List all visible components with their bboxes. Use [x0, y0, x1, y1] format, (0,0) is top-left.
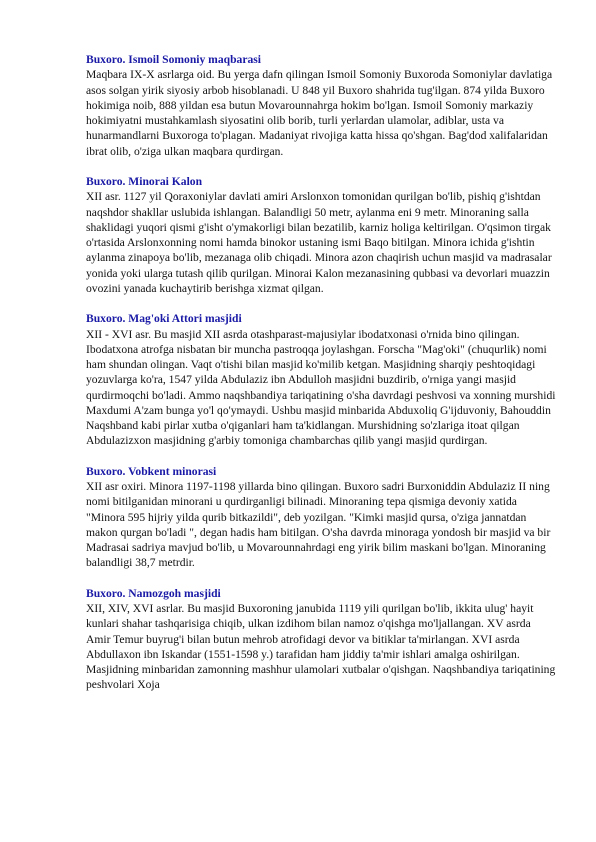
section-heading: Buxoro. Mag'oki Attori masjidi — [86, 312, 242, 326]
section-heading: Buxoro. Namozgoh masjidi — [86, 586, 221, 600]
section-paragraph: XII asr. 1127 yil Qoraxoniylar davlati amiri Arslonxon tomonidan qurilgan bo'lib, pishiq g'ishtdan naqshdor shakllar uslubida ishlangan. Balandligi 50 metr, aylanma eni 9 metr. Minoraning salla shaklidagi yuqori qismi g'isht o'ymakorligi bilan bezatilib, karniz holiga keltirilgan. O'qsimon tirgak o'rtasida Arslonxonning nomi hamda binokor ustaning ismi Baqo bitilgan. Minora ichida g'ishtin aylanma zinapoya bo'lib, mezanaga olib chiqadi. Minora azon chaqirish uchun masjid va madrasalar yonida yoki ularga tutash qilib qurilgan. Minorai Kalon mezanasining qubbasi va devorlari muazzin ovozini yanada kuchaytirib berishga xizmat qilgan. — [86, 190, 552, 295]
section-paragraph: Maqbara IX-X asrlarga oid. Bu yerga dafn qilingan Ismoil Somoniy Buxoroda Somoniylar davlatiga asos solgan yirik siyosiy arbob hisoblanadi. U 848 yil Buxoro shahrida tug'ilgan. 874 yilda Buxoro hokimiga noib, 888 yildan esa butun Movarounnahrga hokim bo'lgan. Ismoil Somoniy markaziy hokimiyatni mustahkamlash siyosatini olib borib, turli yerlardan ulamolar, adiblar, usta va hunarmandlarni Buxoroga to'plagan. Madaniyat rivojiga katta hissa qo'shgan. Bag'dod xalifalaridan ibrat olib, o'ziga ulkan maqbara qurdirgan. — [86, 68, 553, 158]
section-vobkent-minorasi — [86, 464, 556, 571]
section-magoki-attori — [86, 311, 556, 448]
section-paragraph: XII, XIV, XVI asrlar. Bu masjid Buxoroning janubida 1119 yili qurilgan bo'lib, ikkita ulug' hayit kunlari shahar tashqarisiga chiqib, ulkan izdihom bilan namoz o'qishga mo'ljallangan. XV asrda Amir Temur buyrug'i bilan butun mehrob atrofidagi devor va bitiklar ta'mirlangan. XVI asrda Abdullaxon ibn Iskandar (1551-1598 y.) tarafidan ham jiddiy ta'mir ishlari amalga oshirilgan. Masjidning minbaridan zamonning mashhur ulamolari xutbalar o'qishgan. Naqshbandiya tariqatining peshvolari Xoja — [86, 602, 556, 692]
section-paragraph: XII asr oxiri. Minora 1197-1198 yillarda bino qilingan. Buxoro sadri Burxoniddin Abdulaziz II ning nomi bitilganidan minorani u qurdirganligi bilinadi. Minoraning tepa qismiga devoniy xatida "Minora 595 hijriy yilda qurib bitkazildi", deb yozilgan. "Kimki masjid qursa, o'ziga jannatdan makon qurgan bo'ladi ", degan hadis ham bitilgan. O'sha davrda minoraga yondosh bir masjid va bir Madrasai sadriya mavjud bo'lib, u Movarounnahrdagi eng yirik bilim maskani bo'lgan. Minoraning balandligi 38,7 metrdir. — [86, 480, 551, 570]
section-minorai-kalon — [86, 174, 556, 296]
section-paragraph: XII - XVI asr. Bu masjid XII asrda otashparast-majusiylar ibodatxonasi o'rnida bino qilingan. Ibodatxona atrofga nisbatan bir muncha pastroqqa joylashgan. Forscha "Mag'oki" (chuqurlik) nomi ham shundan olingan. Vaqt o'tishi bilan masjid ko'milib ketgan. Masjidning sharqiy peshtoqidagi yozuvlarga ko'ra, 1547 yilda Abdulaziz ibn Abdulloh masjidni buzdirib, o'rniga yangi masjid qurdirmoqchi bo'ladi. Ammo naqshbandiya tariqatining o'sha davrdagi peshvosi va xonning murshidi Maxdumi A'zam bunga yo'l qo'ymaydi. Ushbu masjid minbarida Abduxoliq G'ijduvoniy, Bahouddin Naqshband kabi pirlar xutba o'qiganlari ham ta'kidlangan. Murshidning so'zlariga itoat qilgan Abdulazizxon masjidning g'arbiy tomoniga chambarchas qilib yangi masjid qurdirgan. — [86, 327, 556, 448]
document-page — [86, 52, 556, 708]
section-heading: Buxoro. Vobkent minorasi — [86, 464, 217, 478]
section-heading: Buxoro. Ismoil Somoniy maqbarasi — [86, 53, 262, 66]
section-heading: Buxoro. Minorai Kalon — [86, 175, 203, 189]
section-ismoil-somoniy — [86, 52, 556, 159]
section-namozgoh-masjidi — [86, 586, 556, 693]
